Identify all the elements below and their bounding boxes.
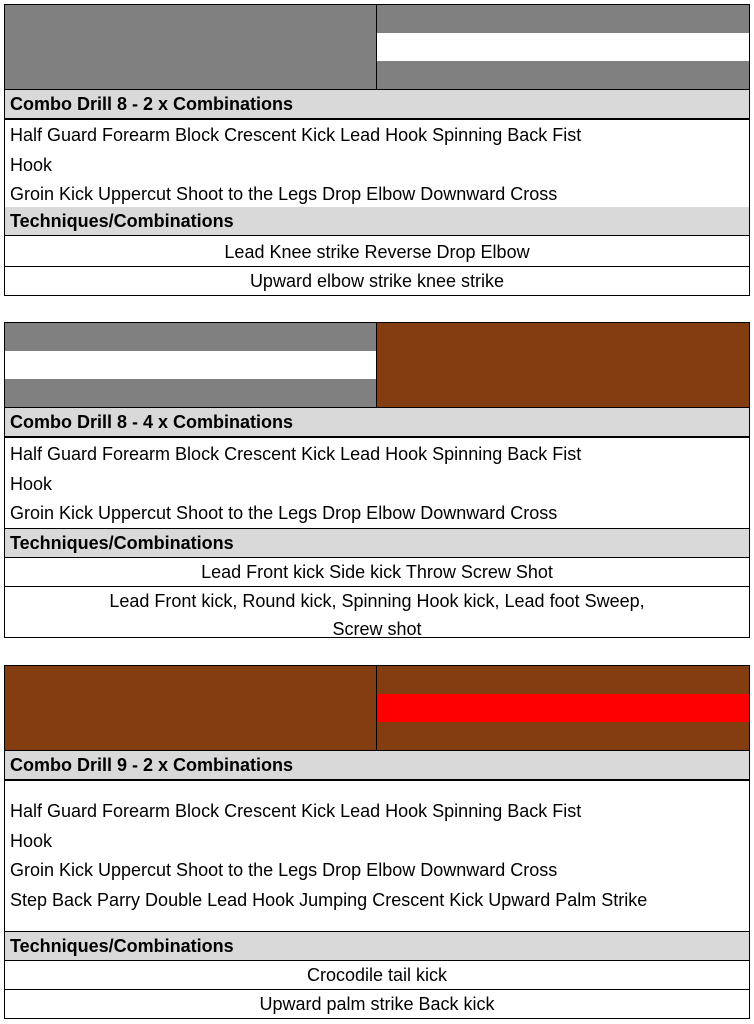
technique-text: Crocodile tail kick <box>306 965 448 985</box>
belt-brown <box>377 323 749 407</box>
moves-list <box>4 780 750 932</box>
move-line: Step Back Parry Double Lead Hook Jumping Crescent Kick Upward Palm Strike <box>10 889 648 910</box>
techniques-header: Techniques/Combinations <box>4 932 750 961</box>
move-line: Hook <box>10 473 53 494</box>
drill-title: Combo Drill 8 - 2 x Combinations <box>4 90 750 119</box>
belt-stripe-white <box>377 33 749 61</box>
move-line: Groin Kick Uppercut Shoot to the Legs Drop Elbow Downward Cross <box>10 860 558 880</box>
move-line: Groin Kick Uppercut Shoot to the Legs Drop Elbow Downward Cross <box>10 503 558 523</box>
belt-color-bar <box>4 4 750 90</box>
technique-text: Screw shot <box>332 619 422 639</box>
technique-row <box>4 989 750 1019</box>
belt-stripe-white <box>5 351 376 379</box>
moves-list <box>4 119 750 208</box>
drill-title: Combo Drill 9 - 2 x Combinations <box>4 751 750 780</box>
technique-row <box>4 557 750 587</box>
belt-grey <box>5 5 377 89</box>
move-line: Half Guard Forearm Block Crescent Kick Lead Hook Spinning Back Fist <box>10 801 582 821</box>
technique-text: Upward palm strike Back kick <box>259 994 495 1014</box>
belt-grey-white-stripe <box>5 323 377 407</box>
belt-stripe-red <box>377 694 749 722</box>
technique-text: Upward elbow strike knee strike <box>249 271 505 291</box>
techniques-header: Techniques/Combinations <box>4 529 750 558</box>
technique-row <box>4 960 750 990</box>
drill-title: Combo Drill 8 - 4 x Combinations <box>4 408 750 437</box>
move-line: Hook <box>10 830 53 851</box>
technique-text: Lead Knee strike Reverse Drop Elbow <box>224 242 530 262</box>
move-line: Half Guard Forearm Block Crescent Kick Lead Hook Spinning Back Fist <box>10 444 582 464</box>
belt-color-bar <box>4 322 750 408</box>
technique-row <box>4 235 750 267</box>
belt-brown-red-stripe <box>377 666 749 750</box>
move-line: Groin Kick Uppercut Shoot to the Legs Drop Elbow Downward Cross <box>10 184 558 204</box>
belt-grey-white-stripe <box>377 5 749 89</box>
technique-text: Lead Front kick, Round kick, Spinning Hook kick, Lead foot Sweep, <box>109 591 645 611</box>
belt-color-bar <box>4 665 750 751</box>
move-line: Hook <box>10 154 53 175</box>
move-line: Half Guard Forearm Block Crescent Kick Lead Hook Spinning Back Fist <box>10 125 582 145</box>
moves-list <box>4 437 750 529</box>
techniques-header: Techniques/Combinations <box>4 207 750 236</box>
technique-row <box>4 266 750 296</box>
technique-row <box>4 586 750 638</box>
belt-brown <box>5 666 377 750</box>
technique-text: Lead Front kick Side kick Throw Screw Shot <box>201 562 553 582</box>
